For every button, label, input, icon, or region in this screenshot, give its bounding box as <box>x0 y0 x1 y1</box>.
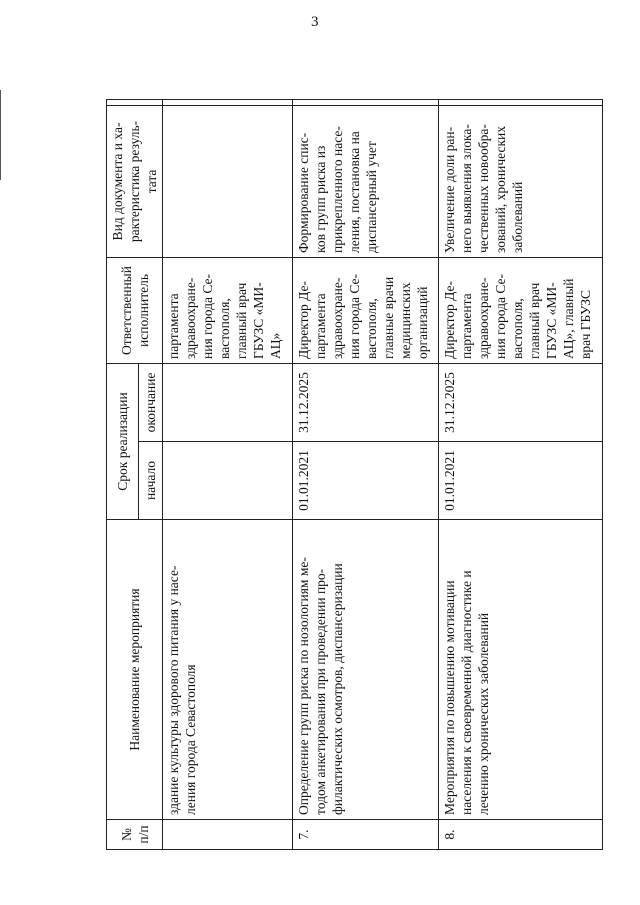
row-end: 31.12.2025 <box>293 363 439 441</box>
row-name: Определение групп риска по нозологиям ме- тодом анкетирования при проведении про- филактических осмотров, диспансеризации <box>293 520 439 820</box>
header-doc: Вид документа и ха- рактеристика резуль- тата <box>107 105 163 257</box>
row-resp: Директор Де- партамента здравоохране- ния города Се- вастополя, главные врачи медицинских организаций <box>293 257 439 363</box>
row-name: Мероприятия по повышению мотивации населения к своевременной диагностике и лечению хронических заболеваний <box>439 520 603 820</box>
header-term: Срок реализации <box>107 363 139 519</box>
row-start <box>163 442 293 520</box>
row-start: 01.01.2021 <box>439 442 603 520</box>
row-num <box>163 820 293 850</box>
scan-edge-mark <box>0 90 1 180</box>
row-end <box>163 363 293 441</box>
header-row-1 <box>107 99 139 849</box>
measures-table <box>106 99 603 850</box>
header-end: окончание <box>139 363 163 441</box>
row-doc: Формирование спис- ков групп риска из прикрепленного насе- ления, постановка на диспансерный учет <box>293 105 439 257</box>
row-resp: партамента здравоохране- ния города Се- вастополя, главный врач ГБУЗС «МИ- АЦ» <box>163 257 293 363</box>
header-start: начало <box>139 442 163 520</box>
header-num: № п/п <box>107 820 163 850</box>
row-doc <box>163 105 293 257</box>
row-name: здание культуры здорового питания у насе- ления города Севастополя <box>163 520 293 820</box>
row-start: 01.01.2021 <box>293 442 439 520</box>
row-resp: Директор Де- партамента здравоохране- ния города Се- вастополя, главный врач ГБУЗС «МИ- АЦ», главный врач ГБУЗС <box>439 257 603 363</box>
row-num: 7. <box>293 820 439 850</box>
row-num: 8. <box>439 820 603 850</box>
row-doc: Увеличение доли ран- него выявления злока- чественных новообра- зований, хронических заболеваний <box>439 105 603 257</box>
header-blank <box>107 99 163 105</box>
table-row <box>163 99 293 849</box>
table-row <box>439 99 603 849</box>
table-row <box>293 99 439 849</box>
page-number: 3 <box>311 14 319 30</box>
header-resp: Ответственный исполнитель <box>107 257 163 363</box>
row-end: 31.12.2025 <box>439 363 603 441</box>
rotated-table-container <box>106 100 596 850</box>
header-name: Наименование мероприятия <box>107 520 163 820</box>
